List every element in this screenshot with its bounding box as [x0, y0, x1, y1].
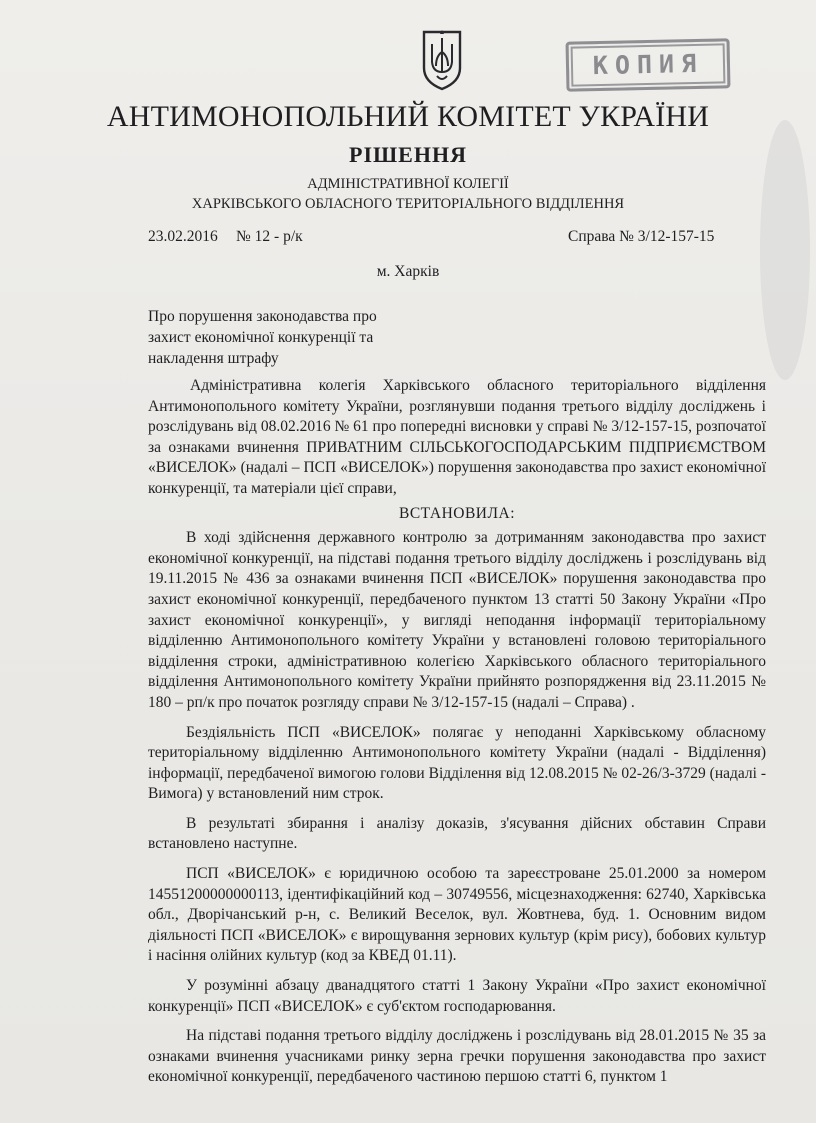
body-paragraph: В ході здійснення державного контролю за дотриманням законодавства про захист економічної конкуренції, на підставі подання третього відділу досліджень і розслідувань від 19.11.2015 № 436 за ознаками вчинення ПСП «ВИСЕЛОК» порушення законодавства про захист економічної конкуренції, передбаченого пунктом 13 статті 50 Закону України «Про захист економічної конкуренції», у вигляді неподання інформації територіальному відділенню Антимонопольного комітету України у встановлені головою територіального відділення строки, адміністративною колегією Харківського обласного територіального відділення Антимонопольного комітету України прийнято розпорядження від 23.11.2015 № 180 – рп/к про початок розгляду справи № 3/12-157-15 (надалі – Справа) . [148, 529, 766, 711]
body-paragraph: На підставі подання третього відділу досліджень і розслідувань від 28.01.2015 № 35 за ознаками вчинення учасниками ринку зерна гречки порушення законодавства про захист економічної конкуренції, передбаченого частиною першою статті 6, пунктом 1 [148, 1027, 766, 1086]
coat-of-arms-icon [420, 28, 464, 92]
decision-number: № 12 - р/к [236, 228, 303, 245]
intro-paragraph: Адміністративна колегія Харківського обласного територіального відділення Антимонопольного комітету України, розглянувши подання третього відділу досліджень і розслідувань від 08.02.2016 № 61 про попередні висновки у справі № 3/12-157-15, розпочатої за ознаками вчинення ПРИВАТНИМ СІЛЬСЬКОГОСПОДАРСЬКИМ ПІДПРИЄМСТВОМ «ВИСЕЛОК» (надалі – ПСП «ВИСЕЛОК») порушення законодавства про захист економічної конкуренції, та матеріали цієї справи, [148, 377, 766, 497]
city: м. Харків [376, 263, 440, 280]
subject: Про порушення законодавства про захист економічної конкуренції та накладення штрафу [148, 308, 377, 367]
body-paragraph: Бездіяльність ПСП «ВИСЕЛОК» полягає у неподанні Харківському обласному територіальному відділенню Антимонопольного комітету України (надалі - Відділення) інформації, передбаченої вимогою голови Відділення від 12.08.2015 № 02-26/3-3729 (надалі - Вимога) у встановлений ним строк. [148, 723, 766, 803]
issuer-block [0, 174, 816, 214]
issuer-line-1: АДМІНІСТРАТИВНОЇ КОЛЕГІЇ [307, 176, 509, 192]
section-heading: ВСТАНОВИЛА: [399, 504, 515, 522]
document-type: РІШЕННЯ [349, 142, 467, 167]
case-number: Справа № 3/12-157-15 [568, 228, 715, 245]
issuer-line-2: ХАРКІВСЬКОГО ОБЛАСНОГО ТЕРИТОРІАЛЬНОГО ВІДДІЛЕННЯ [191, 196, 625, 212]
copy-stamp: КОПИЯ [565, 38, 730, 91]
body-paragraph: У розумінні абзацу дванадцятого статті 1 Закону України «Про захист економічної конкуренції» ПСП «ВИСЕЛОК» є суб'єктом господарювання. [148, 977, 766, 1015]
decision-body [148, 376, 766, 1097]
body-paragraph: В результаті збирання і аналізу доказів, з'ясування дійсних обставин Справи встановлено наступне. [148, 814, 766, 853]
decision-date: 23.02.2016 [148, 228, 218, 245]
organization-title: АНТИМОНОПОЛЬНИЙ КОМІТЕТ УКРАЇНИ [106, 100, 710, 133]
body-paragraph: ПСП «ВИСЕЛОК» є юридичною особою та зареєстроване 25.01.2000 за номером 14551200000000113, ідентифікаційний код – 30749556, місцезнаходження: 62740, Харківська обл., Дворічанський р-н, с. Великий Веселок, вул. Жовтнева, буд. 1. Основним видом діяльності ПСП «ВИСЕЛОК» є вирощування зернових культур (крім рису), бобових культур і насіння олійних культур (код за КВЕД 01.11). [148, 865, 766, 965]
